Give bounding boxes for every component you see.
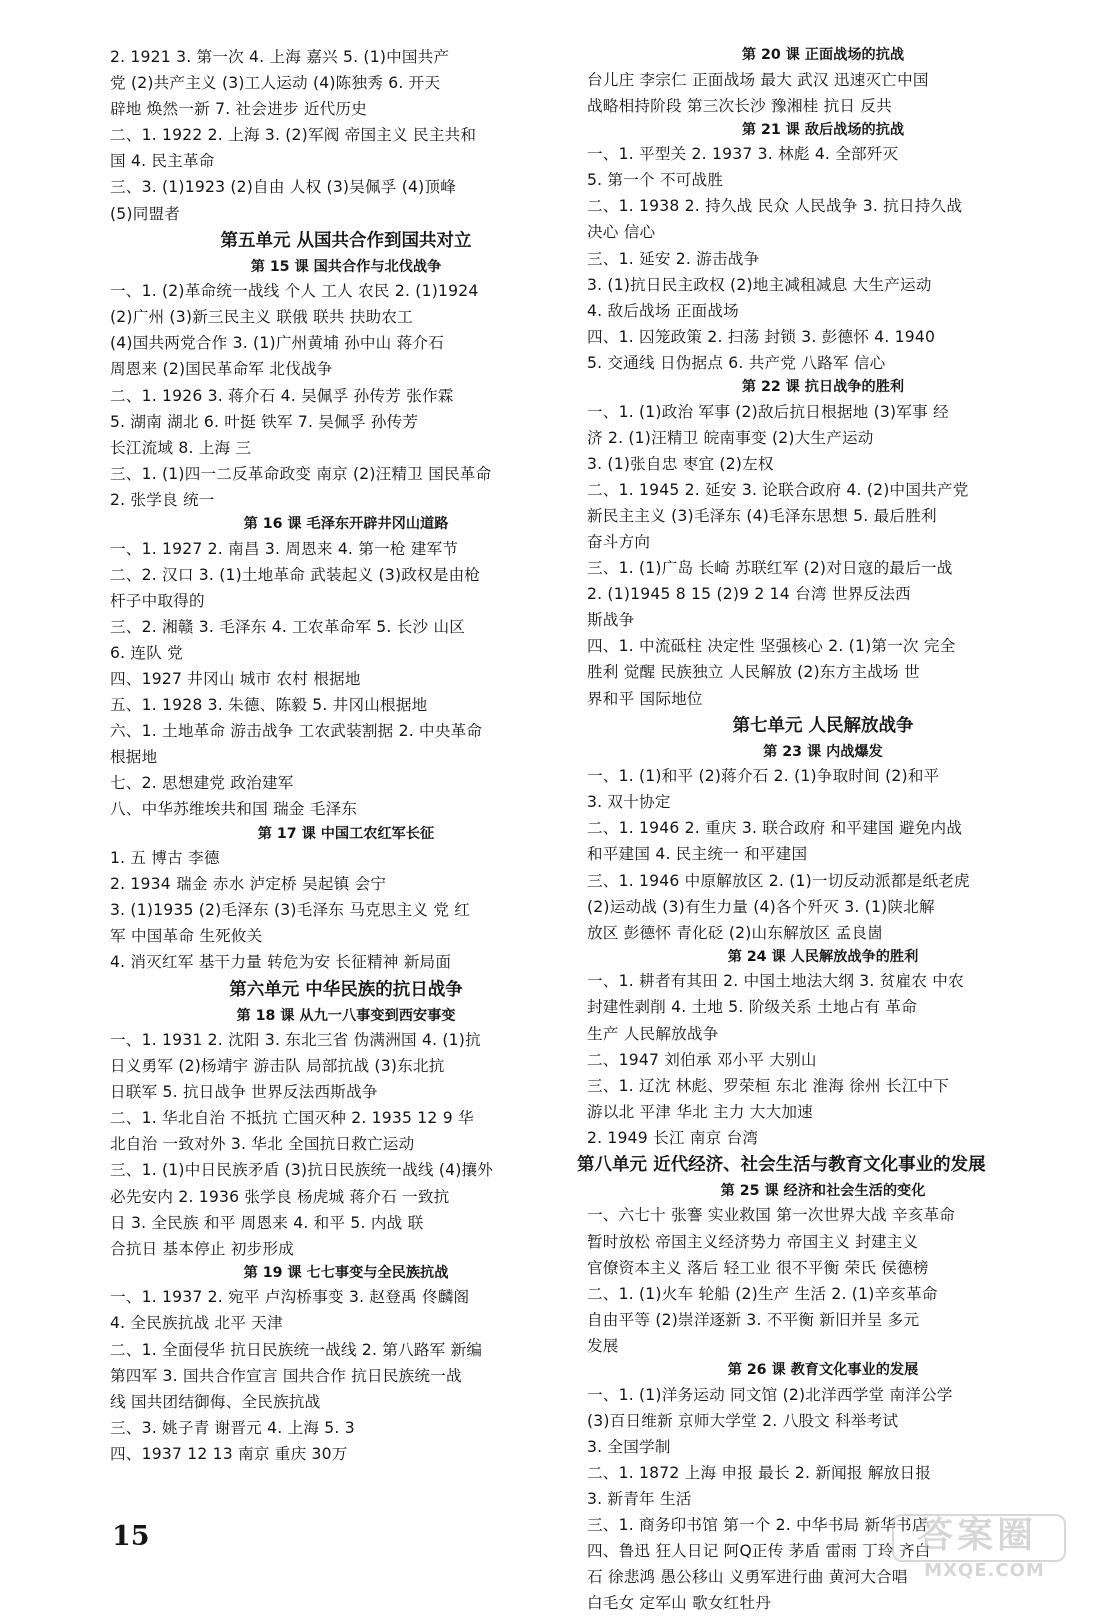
- answer-line: 五、1. 1928 3. 朱德、陈毅 5. 井冈山根据地: [110, 696, 428, 715]
- answer-line: 日联军 5. 抗日战争 世界反法西斯战争: [110, 1083, 378, 1102]
- answer-line: 二、1. 1926 3. 蒋介石 4. 吴佩孚 孙传芳 张作霖: [110, 386, 454, 405]
- answer-line: 军 中国革命 生死攸关: [110, 927, 263, 946]
- answer-line: 4. 敌后战场 正面战场: [587, 301, 739, 320]
- answer-line: 3. 全国学制: [587, 1437, 671, 1456]
- answer-line: 杆子中取得的: [110, 591, 205, 610]
- answer-line: 官僚资本主义 落后 轻工业 很不平衡 荣氏 侯德榜: [587, 1258, 929, 1277]
- answer-line: (5)同盟者: [110, 204, 181, 223]
- answer-line: 放区 彭德怀 青化砭 (2)山东解放区 孟良崮: [587, 923, 884, 942]
- answer-line: 周恩来 (2)国民革命军 北伐战争: [110, 360, 333, 379]
- answer-line: 2. (1)1945 8 15 (2)9 2 14 台湾 世界反法西: [587, 585, 911, 604]
- answer-line: 6. 连队 党: [110, 643, 183, 662]
- answer-line: 界和平 国际地位: [587, 689, 703, 708]
- answer-line: 二、1. 1872 上海 申报 最长 2. 新闻报 解放日报: [587, 1463, 932, 1482]
- answer-line: 封建性剥削 4. 土地 5. 阶级关系 土地占有 革命: [587, 998, 917, 1017]
- answer-line: 一、六七十 张謇 实业救国 第一次世界大战 辛亥革命: [587, 1206, 956, 1225]
- answer-line: 三、1. 1946 中原解放区 2. (1)一切反动派都是纸老虎: [587, 871, 970, 890]
- answer-line: 四、1937 12 13 南京 重庆 30万: [110, 1444, 348, 1463]
- answer-line: 必先安内 2. 1936 张学良 杨虎城 蒋介石 一致抗: [110, 1187, 450, 1206]
- answer-line: 七、2. 思想建党 政治建军: [110, 774, 294, 793]
- answer-line: 二、1. 1946 2. 重庆 3. 联合政府 和平建国 避免内战: [587, 819, 963, 838]
- answer-line: 三、3. 姚子青 谢晋元 4. 上海 5. 3: [110, 1418, 355, 1437]
- answer-line: 党 (2)共产主义 (3)工人运动 (4)陈独秀 6. 开天: [110, 74, 441, 93]
- answer-line: 暂时放松 帝国主义经济势力 帝国主义 封建主义: [587, 1232, 919, 1251]
- left-column: [110, 44, 582, 1467]
- unit-heading: 第五单元 从国共合作到国共对立: [220, 230, 472, 251]
- answer-line: (2)广州 (3)新三民主义 联俄 联共 扶助农工: [110, 308, 413, 327]
- answer-line: 一、1. (1)洋务运动 同文馆 (2)北洋西学堂 南洋公学: [587, 1385, 953, 1404]
- answer-line: 三、1. 延安 2. 游击战争: [587, 249, 760, 268]
- answer-line: 线 国共团结御侮、全民族抗战: [110, 1392, 321, 1411]
- answer-line: 三、1. (1)中日民族矛盾 (3)抗日民族统一战线 (4)攘外: [110, 1161, 494, 1180]
- answer-line: 辟地 焕然一新 7. 社会进步 近代历史: [110, 100, 368, 119]
- answer-line: 六、1. 土地革命 游击战争 工农武装割据 2. 中央革命: [110, 722, 483, 741]
- unit-heading: 第七单元 人民解放战争: [732, 715, 914, 736]
- answer-line: 自由平等 (2)崇洋逐新 3. 不平衡 新旧并呈 多元: [587, 1310, 920, 1329]
- answer-line: 和平建国 4. 民主统一 和平建国: [587, 845, 808, 864]
- answer-line: 八、中华苏维埃共和国 瑞金 毛泽东: [110, 800, 358, 819]
- answer-line: 奋斗方向: [587, 533, 651, 551]
- answer-line: 5. 湖南 湖北 6. 叶挺 铁军 7. 吴佩孚 孙传芳: [110, 412, 419, 431]
- answer-line: 四、1. 囚笼政策 2. 扫荡 封锁 3. 彭德怀 4. 1940: [587, 327, 936, 346]
- answer-line: 四、1927 井冈山 城市 农村 根据地: [110, 669, 361, 688]
- watermark-logo: [882, 1512, 1087, 1586]
- lesson-heading: 第 18 课 从九一八事变到西安事变: [236, 1007, 456, 1024]
- lesson-heading: 第 25 课 经济和社会生活的变化: [720, 1182, 926, 1199]
- answer-line: 北自治 一致对外 3. 华北 全国抗日救亡运动: [110, 1135, 415, 1154]
- answer-line: 决心 信心: [587, 223, 656, 242]
- answer-line: 国 4. 民主革命: [110, 152, 215, 171]
- answer-line: 二、1. 1938 2. 持久战 民众 人民战争 3. 抗日持久战: [587, 197, 963, 216]
- answer-line: 白毛女 定军山 歌女红牡丹: [587, 1594, 772, 1613]
- unit-heading: 第八单元 近代经济、社会生活与教育文化事业的发展: [577, 1154, 986, 1175]
- lesson-heading: 第 21 课 敌后战场的抗战: [741, 121, 905, 138]
- answer-line: 二、1. 全面侵华 抗日民族统一战线 2. 第八路军 新编: [110, 1340, 483, 1359]
- answer-line: 根据地: [110, 748, 158, 767]
- page-number: 15: [112, 1521, 150, 1552]
- answer-line: 三、3. (1)1923 (2)自由 人权 (3)吴佩孚 (4)顶峰: [110, 178, 457, 197]
- answer-line: 3. 双十协定: [587, 793, 671, 812]
- answer-line: 2. 张学良 统一: [110, 490, 215, 509]
- answer-line: (4)国共两党合作 3. (1)广州黄埔 孙中山 蒋介石: [110, 334, 444, 353]
- answer-line: 一、1. (1)政治 军事 (2)敌后抗日根据地 (3)军事 经: [587, 402, 949, 421]
- answer-line: 合抗日 基本停止 初步形成: [110, 1239, 295, 1258]
- answer-line: 济 2. (1)汪精卫 皖南事变 (2)大生产运动: [587, 428, 874, 447]
- answer-line: 2. 1949 长江 南京 台湾: [587, 1128, 759, 1147]
- lesson-heading: 第 24 课 人民解放战争的胜利: [727, 948, 919, 965]
- answer-line: 一、1. 1927 2. 南昌 3. 周恩来 4. 第一枪 建军节: [110, 539, 459, 558]
- answer-line: 一、1. 1931 2. 沈阳 3. 东北三省 伪满洲国 4. (1)抗: [110, 1031, 481, 1049]
- answer-line: 二、1. 1922 2. 上海 3. (2)军阀 帝国主义 民主共和: [110, 126, 477, 145]
- answer-line: 台儿庄 李宗仁 正面战场 最大 武汉 迅速灭亡中国: [587, 70, 929, 89]
- answer-line: 生产 人民解放战争: [587, 1024, 719, 1043]
- answer-line: 新民主主义 (3)毛泽东 (4)毛泽东思想 5. 最后胜利: [587, 506, 937, 525]
- answer-line: 3. (1)张自忠 枣宜 (2)左权: [587, 454, 774, 473]
- answer-line: 第四军 3. 国共合作宣言 国共合作 抗日民族统一战: [110, 1366, 462, 1385]
- lesson-heading: 第 20 课 正面战场的抗战: [741, 47, 905, 63]
- answer-line: 游以北 平津 华北 主力 大大加速: [587, 1102, 813, 1121]
- answer-line: 4. 消灭红军 基干力量 转危为安 长征精神 新局面: [110, 953, 452, 972]
- answer-line: 胜利 觉醒 民族独立 人民解放 (2)东方主战场 世: [587, 663, 920, 682]
- answer-line: 三、1. 商务印书馆 第一个 2. 中华书局 新华书店: [587, 1516, 928, 1534]
- answer-line: 二、2. 汉口 3. (1)土地革命 武装起义 (3)政权是由枪: [110, 565, 481, 584]
- unit-heading: 第六单元 中华民族的抗日战争: [229, 979, 463, 1000]
- answer-line: 一、1. (2)革命统一战线 个人 工人 农民 2. (1)1924: [110, 282, 479, 301]
- answer-line: 1. 五 博古 李德: [110, 849, 220, 868]
- answer-line: 发展: [587, 1336, 619, 1355]
- answer-line: 一、1. 平型关 2. 1937 3. 林彪 4. 全部歼灭: [587, 145, 899, 164]
- watermark-title: 答案圈: [916, 1515, 1037, 1556]
- lesson-heading: 第 17 课 中国工农红军长征: [257, 825, 435, 842]
- answer-line: 3. 新青年 生活: [587, 1489, 692, 1508]
- answer-line: 三、1. (1)四一二反革命政变 南京 (2)汪精卫 国民革命: [110, 464, 492, 483]
- answer-line: 斯战争: [587, 611, 635, 630]
- answer-line: 三、1. 辽沈 林彪、罗荣桓 东北 淮海 徐州 长江中下: [587, 1076, 950, 1095]
- answer-line: 二、1. 华北自治 不抵抗 亡国灭种 2. 1935 12 9 华: [110, 1109, 474, 1128]
- answer-line: 二、1947 刘伯承 邓小平 大别山: [587, 1050, 817, 1069]
- answer-line: 一、1. 耕者有其田 2. 中国土地法大纲 3. 贫雇农 中农: [587, 972, 964, 991]
- answer-line: 长江流域 8. 上海 三: [110, 438, 252, 457]
- watermark-url: MXQE.COM: [924, 1560, 1045, 1581]
- lesson-heading: 第 23 课 内战爆发: [763, 743, 883, 760]
- answer-line: 5. 第一个 不可战胜: [587, 171, 724, 190]
- answer-line: 二、1. (1)火车 轮船 (2)生产 生活 2. (1)辛亥革命: [587, 1284, 938, 1303]
- answer-line: 3. (1)1935 (2)毛泽东 (3)毛泽东 马克思主义 党 红: [110, 901, 471, 920]
- answer-line: 二、1. 1945 2. 延安 3. 论联合政府 4. (2)中国共产党: [587, 480, 969, 499]
- answer-line: 四、1. 中流砥柱 决定性 坚强核心 2. (1)第一次 完全: [587, 637, 956, 656]
- answer-line: 日 3. 全民族 和平 周恩来 4. 和平 5. 内战 联: [110, 1213, 424, 1232]
- answer-line: 三、2. 湘赣 3. 毛泽东 4. 工农革命军 5. 长沙 山区: [110, 617, 466, 636]
- answer-line: 5. 交通线 日伪据点 6. 共产党 八路军 信心: [587, 353, 886, 372]
- answer-line: 三、1. (1)广岛 长崎 苏联红军 (2)对日寇的最后一战: [587, 559, 953, 578]
- answer-line: 一、1. (1)和平 (2)蒋介石 2. (1)争取时间 (2)和平: [587, 767, 940, 786]
- lesson-heading: 第 22 课 抗日战争的胜利: [741, 379, 905, 396]
- lesson-heading: 第 19 课 七七事变与全民族抗战: [243, 1264, 449, 1281]
- answer-line: 4. 全民族抗战 北平 天津: [110, 1314, 283, 1333]
- answer-line: 石 徐悲鸿 愚公移山 义勇军进行曲 黄河大合唱: [587, 1568, 908, 1587]
- answer-line: 四、鲁迅 狂人日记 阿Q正传 茅盾 雷雨 丁玲 齐白: [587, 1542, 931, 1561]
- answer-line: 日义勇军 (2)杨靖宇 游击队 局部抗战 (3)东北抗: [110, 1057, 445, 1076]
- lesson-heading: 第 15 课 国共合作与北伐战争: [250, 258, 442, 275]
- lesson-heading: 第 26 课 教育文化事业的发展: [727, 1362, 919, 1379]
- answer-line: 2. 1921 3. 第一次 4. 上海 嘉兴 5. (1)中国共产: [110, 48, 450, 66]
- answer-line: (3)百日维新 京师大学堂 2. 八股文 科举考试: [587, 1411, 899, 1430]
- lesson-heading: 第 16 课 毛泽东开辟井冈山道路: [243, 516, 449, 532]
- answer-line: 战略相持阶段 第三次长沙 豫湘桂 抗日 反共: [587, 96, 892, 115]
- answer-line: 3. (1)抗日民主政权 (2)地主减租减息 大生产运动: [587, 275, 932, 294]
- answer-line: (2)运动战 (3)有生力量 (4)各个歼灭 3. (1)陕北解: [587, 897, 935, 916]
- answer-line: 一、1. 1937 2. 宛平 卢沟桥事变 3. 赵登禹 佟麟阁: [110, 1288, 470, 1307]
- right-column: [577, 44, 1059, 1616]
- answer-line: 2. 1934 瑞金 赤水 泸定桥 吴起镇 会宁: [110, 875, 387, 894]
